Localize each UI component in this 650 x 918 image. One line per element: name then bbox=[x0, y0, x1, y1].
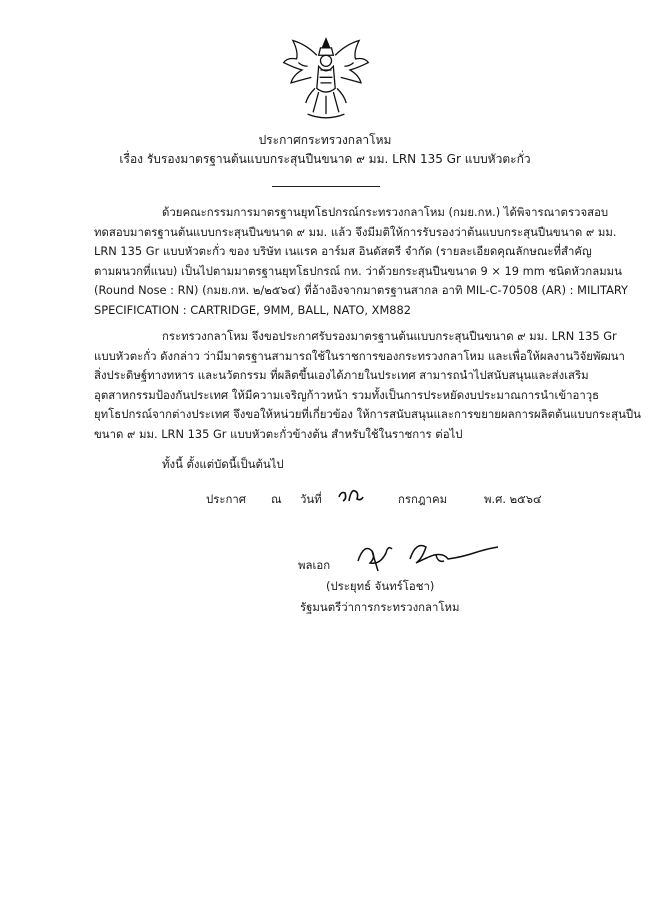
closing-statement: ทั้งนี้ ตั้งแต่บัดนี้เป็นต้นไป bbox=[162, 457, 284, 471]
paragraph-line: อุตสาหกรรมป้องกันประเทศ ให้มีความเจริญก้าวหน้า รวมทั้งเป็นการประหยัดงบประมาณการนำเข้าอาวุธ bbox=[94, 387, 600, 402]
signatory-position: รัฐมนตรีว่าการกระทรวงกลาโหม bbox=[300, 600, 460, 614]
paragraph-line: ขนาด ๙ มม. LRN 135 Gr แบบหัวตะกั่วข้างต้น สำหรับใช้ในราชการ ต่อไป bbox=[94, 426, 463, 441]
paragraph-line: LRN 135 Gr แบบหัวตะกั่ว ของ บริษัท เนแรค อาร์มส อินดัสตรี จำกัด (รายละเอียดคุณลักษณะที่สำคัญ bbox=[94, 244, 592, 259]
paragraph-line: ตามผนวกที่แนบ) เป็นไปตามมาตรฐานยุทโธปกรณ์ กห. ว่าด้วยกระสุนปืนขนาด 9 × 19 mm ชนิดหัวกลมมน bbox=[94, 263, 622, 278]
announcement-subject: เรื่อง รับรองมาตรฐานต้นแบบกระสุนปืนขนาด ๙ มม. LRN 135 Gr แบบหัวตะกั่ว bbox=[119, 152, 531, 166]
signatory-name: (ประยุทธ์ จันทร์โอชา) bbox=[326, 579, 435, 593]
announcement-title: ประกาศกระทรวงกลาโหม bbox=[258, 133, 392, 147]
paragraph-line: ด้วยคณะกรรมการมาตรฐานยุทโธปกรณ์กระทรวงกลาโหม (กมย.กห.) ได้พิจารณาตรวจสอบ bbox=[162, 205, 609, 219]
month-label: กรกฎาคม bbox=[398, 492, 448, 506]
paragraph-line: กระทรวงกลาโหม จึงขอประกาศรับรองมาตรฐานต้นแบบกระสุนปืนขนาด ๙ มม. LRN 135 Gr bbox=[162, 329, 617, 343]
year-label: พ.ศ. ๒๕๖๔ bbox=[484, 492, 542, 506]
day-label: วันที่ bbox=[300, 492, 322, 506]
body-paragraph-1 bbox=[94, 203, 629, 321]
title-divider bbox=[272, 186, 380, 187]
signature-mark bbox=[352, 535, 502, 573]
paragraph-line: SPECIFICATION : CARTRIDGE, 9MM, BALL, NATO, XM882 bbox=[94, 302, 412, 317]
paragraph-line: ยุทโธปกรณ์จากต่างประเทศ จึงขอให้หน่วยที่เกี่ยวข้อง ให้การสนับสนุนและการขยายผลการผลิตต้นแบบกระสุนปืน bbox=[94, 407, 641, 422]
paragraph-line: แบบหัวตะกั่ว ดังกล่าว ว่ามีมาตรฐานสามารถใช้ในราชการของกระทรวงกลาโหม และเพื่อให้ผลงานวิจัยพัฒนา bbox=[94, 348, 625, 363]
announced-label: ประกาศ bbox=[206, 492, 246, 506]
paragraph-line: (Round Nose : RN) (กมย.กห. ๒/๒๕๖๔) ที่อ้างอิงจากมาตรฐานสากล อาทิ MIL-C-70508 (AR) : MILITARY bbox=[94, 283, 629, 298]
paragraph-line: ทดสอบมาตรฐานต้นแบบกระสุนปืนขนาด ๙ มม. แล้ว จึงมีมติให้การรับรองว่าต้นแบบกระสุนปืนขนาด ๙ มม. bbox=[94, 224, 617, 239]
body-paragraph-2 bbox=[94, 327, 641, 445]
signatory-rank: พลเอก bbox=[298, 558, 331, 572]
handwritten-day bbox=[335, 479, 365, 507]
garuda-emblem-icon bbox=[280, 35, 372, 127]
at-label: ณ bbox=[271, 492, 282, 506]
paragraph-line: สิ่งประดิษฐ์ทางทหาร และนวัตกรรม ที่ผลิตขึ้นเองได้ภายในประเทศ สามารถนำไปสนับสนุนและส่งเสริม bbox=[94, 368, 589, 383]
